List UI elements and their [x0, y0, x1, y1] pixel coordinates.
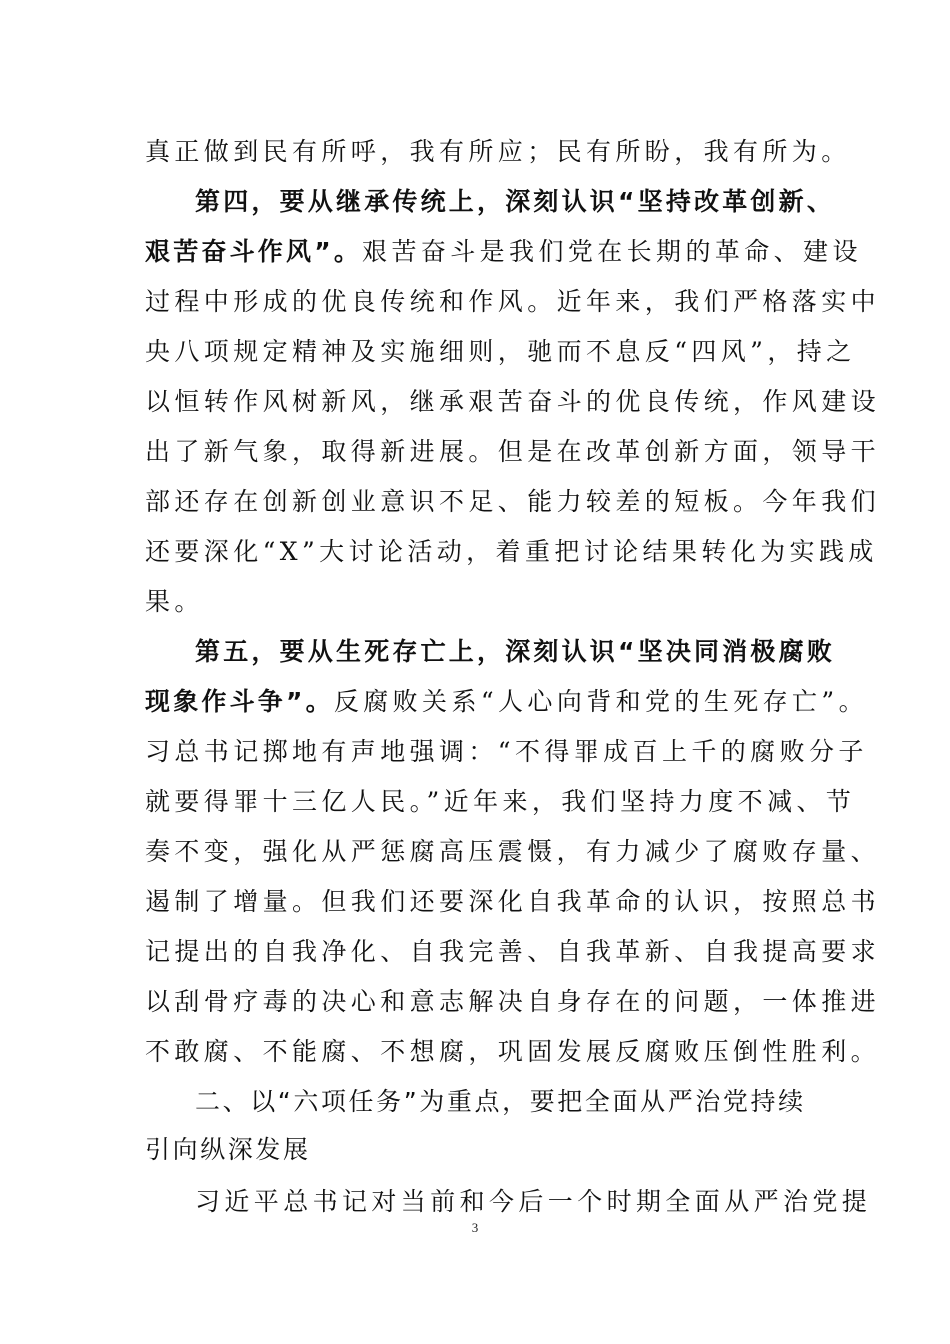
bold-text-segment: 现象作斗争”。: [145, 687, 334, 716]
text-segment: 引向纵深发展: [145, 1135, 311, 1164]
text-segment: 记提出的自我净化、自我完善、自我革新、自我提高要求: [145, 937, 881, 966]
text-segment: 第四，要从继承传统上，深刻认识“坚持改革创新、: [195, 187, 836, 216]
body-text-line: [145, 285, 881, 319]
body-text-line: [145, 135, 865, 169]
body-text-line: [145, 885, 881, 919]
text-segment: 二、以“六项任务”为重点，要把全面从严治党持续: [195, 1087, 806, 1116]
body-text-line: [145, 435, 881, 469]
body-text-line: [145, 335, 865, 369]
body-text-line: [145, 535, 878, 569]
section-heading: [195, 1085, 915, 1119]
page-number: 3: [471, 1220, 479, 1235]
body-text-line: [145, 685, 869, 719]
text-segment: 以刮骨疗毒的决心和意志解决自身存在的问题，一体推进: [145, 987, 881, 1016]
text-segment: 就要得罪十三亿人民。”近年来，我们坚持力度不减、节: [145, 787, 856, 816]
body-text-line: [145, 735, 868, 769]
text-segment: 习总书记掷地有声地强调：“不得罪成百上千的腐败分子: [145, 737, 868, 766]
text-segment: 第五，要从生死存亡上，深刻认识“坚决同消极腐败: [195, 637, 836, 666]
text-segment: 果。: [145, 587, 204, 616]
body-text-line: [145, 1035, 881, 1069]
body-text-line: [195, 1185, 915, 1219]
text-segment: 真正做到民有所呼，我有所应；民有所盼，我有所为。: [145, 137, 851, 166]
text-segment: 以恒转作风树新风，继承艰苦奋斗的优良传统，作风建设: [145, 387, 881, 416]
body-text-line: [145, 985, 881, 1019]
text-segment: 习近平总书记对当前和今后一个时期全面从严治党提: [195, 1187, 872, 1216]
section-heading: [145, 1133, 865, 1167]
text-segment: 出了新气象，取得新进展。但是在改革创新方面，领导干: [145, 437, 881, 466]
text-segment: 遏制了增量。但我们还要深化自我革命的认识，按照总书: [145, 887, 881, 916]
text-segment: 艰苦奋斗是我们党在长期的革命、建设: [362, 237, 862, 266]
bold-paragraph-lead: [195, 185, 915, 219]
body-text-line: [145, 385, 881, 419]
text-segment: 反腐败关系“人心向背和党的生死存亡”。: [333, 687, 869, 716]
body-text-line: [145, 785, 865, 819]
text-segment: 过程中形成的优良传统和作风。近年来，我们严格落实中: [145, 287, 881, 316]
body-text-line: [145, 835, 881, 869]
text-segment: 部还存在创新创业意识不足、能力较差的短板。今年我们: [145, 487, 881, 516]
body-text-line: [145, 585, 865, 619]
text-segment: 央八项规定精神及实施细则，驰而不息反“四风”，持之: [145, 337, 856, 366]
body-text-line: [145, 485, 881, 519]
text-segment: 奏不变，强化从严惩腐高压震慑，有力减少了腐败存量、: [145, 837, 881, 866]
bold-text-segment: 艰苦奋斗作风”。: [145, 237, 363, 266]
bold-paragraph-lead: [195, 635, 915, 669]
body-text-line: [145, 235, 865, 269]
text-segment: 还要深化“X”大讨论活动，着重把讨论结果转化为实践成: [145, 537, 878, 566]
text-segment: 不敢腐、不能腐、不想腐，巩固发展反腐败压倒性胜利。: [145, 1037, 881, 1066]
body-text-line: [145, 935, 881, 969]
